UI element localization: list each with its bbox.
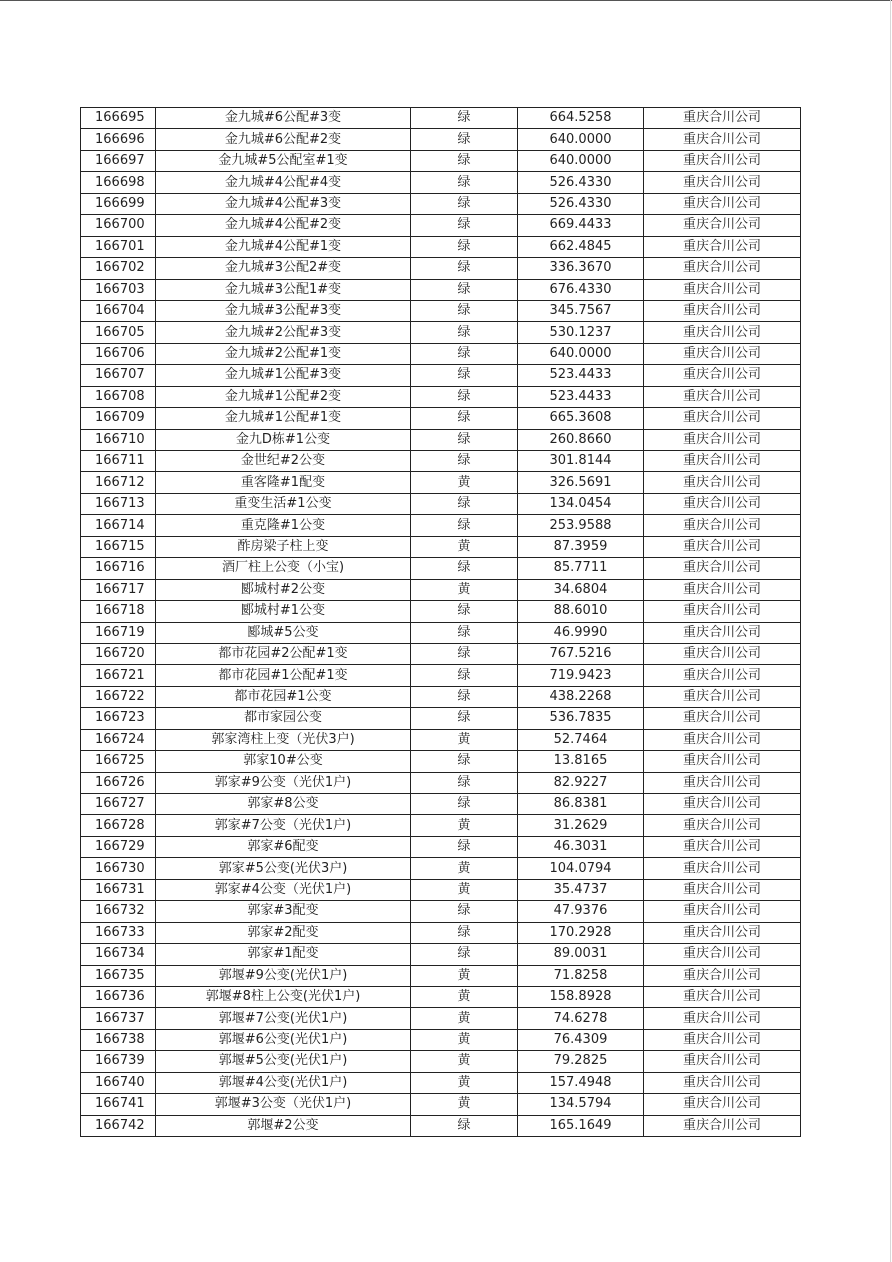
cell-company: 重庆合川公司 — [644, 836, 801, 857]
cell-name: 郾城村#2公变 — [156, 579, 411, 600]
cell-status-color: 绿 — [411, 429, 518, 450]
table-row — [81, 493, 801, 514]
cell-id: 166737 — [81, 1008, 156, 1029]
cell-value: 31.2629 — [518, 815, 644, 836]
cell-name: 金九D栋#1公变 — [156, 429, 411, 450]
cell-value: 86.8381 — [518, 794, 644, 815]
table-body — [81, 108, 801, 1137]
cell-id: 166731 — [81, 879, 156, 900]
cell-value: 134.5794 — [518, 1094, 644, 1115]
cell-value: 71.8258 — [518, 965, 644, 986]
cell-status-color: 绿 — [411, 129, 518, 150]
cell-company: 重庆合川公司 — [644, 944, 801, 965]
cell-status-color: 绿 — [411, 451, 518, 472]
cell-status-color: 黄 — [411, 472, 518, 493]
cell-value: 134.0454 — [518, 493, 644, 514]
cell-id: 166700 — [81, 215, 156, 236]
cell-id: 166734 — [81, 944, 156, 965]
cell-id: 166742 — [81, 1115, 156, 1136]
table-row — [81, 451, 801, 472]
cell-id: 166717 — [81, 579, 156, 600]
cell-name: 金九城#2公配#3变 — [156, 322, 411, 343]
cell-status-color: 绿 — [411, 643, 518, 664]
cell-value: 34.6804 — [518, 579, 644, 600]
cell-company: 重庆合川公司 — [644, 322, 801, 343]
cell-name: 金九城#1公配#1变 — [156, 408, 411, 429]
cell-id: 166712 — [81, 472, 156, 493]
cell-value: 438.2268 — [518, 686, 644, 707]
cell-id: 166726 — [81, 772, 156, 793]
cell-name: 都市花园#1公变 — [156, 686, 411, 707]
cell-company: 重庆合川公司 — [644, 922, 801, 943]
cell-status-color: 绿 — [411, 558, 518, 579]
cell-name: 郭家#6配变 — [156, 836, 411, 857]
cell-status-color: 绿 — [411, 836, 518, 857]
cell-value: 165.1649 — [518, 1115, 644, 1136]
cell-company: 重庆合川公司 — [644, 258, 801, 279]
cell-company: 重庆合川公司 — [644, 472, 801, 493]
cell-value: 523.4433 — [518, 365, 644, 386]
table-row — [81, 386, 801, 407]
cell-company: 重庆合川公司 — [644, 365, 801, 386]
cell-id: 166738 — [81, 1029, 156, 1050]
cell-company: 重庆合川公司 — [644, 665, 801, 686]
table-row — [81, 901, 801, 922]
cell-id: 166711 — [81, 451, 156, 472]
cell-company: 重庆合川公司 — [644, 879, 801, 900]
cell-name: 郭堰#2公变 — [156, 1115, 411, 1136]
cell-value: 665.3608 — [518, 408, 644, 429]
table-row — [81, 193, 801, 214]
cell-company: 重庆合川公司 — [644, 279, 801, 300]
cell-status-color: 绿 — [411, 172, 518, 193]
cell-value: 253.9588 — [518, 515, 644, 536]
cell-name: 郭堰#7公变(光伏1户) — [156, 1008, 411, 1029]
cell-name: 金九城#1公配#2变 — [156, 386, 411, 407]
cell-status-color: 绿 — [411, 108, 518, 129]
table-row — [81, 751, 801, 772]
cell-value: 523.4433 — [518, 386, 644, 407]
table-row — [81, 343, 801, 364]
cell-company: 重庆合川公司 — [644, 986, 801, 1007]
cell-status-color: 绿 — [411, 279, 518, 300]
cell-value: 640.0000 — [518, 343, 644, 364]
table-row — [81, 836, 801, 857]
cell-id: 166702 — [81, 258, 156, 279]
cell-company: 重庆合川公司 — [644, 858, 801, 879]
cell-status-color: 绿 — [411, 343, 518, 364]
cell-name: 重克隆#1公变 — [156, 515, 411, 536]
cell-company: 重庆合川公司 — [644, 686, 801, 707]
cell-name: 郭堰#5公变(光伏1户) — [156, 1051, 411, 1072]
cell-name: 金九城#5公配室#1变 — [156, 150, 411, 171]
cell-status-color: 黄 — [411, 1008, 518, 1029]
cell-id: 166701 — [81, 236, 156, 257]
cell-status-color: 绿 — [411, 408, 518, 429]
cell-name: 酒厂柱上公变（小宝) — [156, 558, 411, 579]
cell-status-color: 绿 — [411, 236, 518, 257]
cell-value: 640.0000 — [518, 129, 644, 150]
table-row — [81, 686, 801, 707]
table-row — [81, 279, 801, 300]
cell-name: 郭家#8公变 — [156, 794, 411, 815]
cell-value: 170.2928 — [518, 922, 644, 943]
cell-id: 166710 — [81, 429, 156, 450]
cell-name: 重客隆#1配变 — [156, 472, 411, 493]
cell-id: 166728 — [81, 815, 156, 836]
cell-company: 重庆合川公司 — [644, 772, 801, 793]
page-top-border — [0, 0, 892, 1]
cell-value: 336.3670 — [518, 258, 644, 279]
cell-status-color: 绿 — [411, 386, 518, 407]
cell-status-color: 绿 — [411, 751, 518, 772]
cell-status-color: 绿 — [411, 622, 518, 643]
cell-value: 158.8928 — [518, 986, 644, 1007]
cell-name: 都市花园#1公配#1变 — [156, 665, 411, 686]
cell-status-color: 黄 — [411, 536, 518, 557]
cell-name: 郭家10#公变 — [156, 751, 411, 772]
cell-company: 重庆合川公司 — [644, 193, 801, 214]
table-row — [81, 986, 801, 1007]
table-row — [81, 944, 801, 965]
table-row — [81, 365, 801, 386]
cell-id: 166740 — [81, 1072, 156, 1093]
cell-value: 664.5258 — [518, 108, 644, 129]
cell-name: 金九城#4公配#2变 — [156, 215, 411, 236]
cell-name: 金九城#3公配#3变 — [156, 300, 411, 321]
cell-id: 166721 — [81, 665, 156, 686]
table-row — [81, 558, 801, 579]
cell-name: 金九城#6公配#2变 — [156, 129, 411, 150]
cell-name: 郭家#1配变 — [156, 944, 411, 965]
cell-id: 166719 — [81, 622, 156, 643]
cell-company: 重庆合川公司 — [644, 1072, 801, 1093]
table-row — [81, 1029, 801, 1050]
cell-value: 74.6278 — [518, 1008, 644, 1029]
cell-status-color: 黄 — [411, 879, 518, 900]
cell-value: 719.9423 — [518, 665, 644, 686]
cell-name: 郭家湾柱上变（光伏3户) — [156, 729, 411, 750]
cell-name: 金九城#3公配1#变 — [156, 279, 411, 300]
table-row — [81, 665, 801, 686]
cell-status-color: 黄 — [411, 815, 518, 836]
table-row — [81, 729, 801, 750]
table-row — [81, 965, 801, 986]
cell-name: 金九城#4公配#1变 — [156, 236, 411, 257]
cell-status-color: 黄 — [411, 1051, 518, 1072]
cell-value: 526.4330 — [518, 172, 644, 193]
cell-company: 重庆合川公司 — [644, 386, 801, 407]
cell-value: 89.0031 — [518, 944, 644, 965]
cell-status-color: 绿 — [411, 944, 518, 965]
table-row — [81, 1115, 801, 1136]
table-row — [81, 1008, 801, 1029]
table-row — [81, 922, 801, 943]
cell-value: 88.6010 — [518, 601, 644, 622]
cell-value: 47.9376 — [518, 901, 644, 922]
cell-name: 重变生活#1公变 — [156, 493, 411, 514]
table-row — [81, 708, 801, 729]
cell-company: 重庆合川公司 — [644, 343, 801, 364]
cell-id: 166706 — [81, 343, 156, 364]
cell-id: 166714 — [81, 515, 156, 536]
cell-id: 166730 — [81, 858, 156, 879]
cell-id: 166716 — [81, 558, 156, 579]
cell-id: 166704 — [81, 300, 156, 321]
cell-company: 重庆合川公司 — [644, 515, 801, 536]
cell-id: 166723 — [81, 708, 156, 729]
cell-name: 金世纪#2公变 — [156, 451, 411, 472]
cell-company: 重庆合川公司 — [644, 1029, 801, 1050]
cell-status-color: 黄 — [411, 1029, 518, 1050]
cell-name: 郭堰#8柱上公变(光伏1户) — [156, 986, 411, 1007]
cell-company: 重庆合川公司 — [644, 622, 801, 643]
cell-status-color: 黄 — [411, 986, 518, 1007]
cell-name: 金九城#3公配2#变 — [156, 258, 411, 279]
table-row — [81, 536, 801, 557]
cell-value: 157.4948 — [518, 1072, 644, 1093]
cell-company: 重庆合川公司 — [644, 536, 801, 557]
cell-name: 郭堰#4公变(光伏1户) — [156, 1072, 411, 1093]
cell-id: 166720 — [81, 643, 156, 664]
cell-id: 166722 — [81, 686, 156, 707]
cell-company: 重庆合川公司 — [644, 108, 801, 129]
cell-company: 重庆合川公司 — [644, 150, 801, 171]
cell-name: 金九城#4公配#4变 — [156, 172, 411, 193]
cell-company: 重庆合川公司 — [644, 708, 801, 729]
cell-status-color: 黄 — [411, 1072, 518, 1093]
table-row — [81, 408, 801, 429]
cell-id: 166713 — [81, 493, 156, 514]
cell-id: 166725 — [81, 751, 156, 772]
cell-value: 104.0794 — [518, 858, 644, 879]
cell-name: 金九城#4公配#3变 — [156, 193, 411, 214]
cell-status-color: 绿 — [411, 258, 518, 279]
cell-company: 重庆合川公司 — [644, 408, 801, 429]
cell-company: 重庆合川公司 — [644, 429, 801, 450]
cell-company: 重庆合川公司 — [644, 579, 801, 600]
cell-name: 郭家#2配变 — [156, 922, 411, 943]
cell-id: 166727 — [81, 794, 156, 815]
cell-value: 676.4330 — [518, 279, 644, 300]
cell-id: 166707 — [81, 365, 156, 386]
cell-status-color: 黄 — [411, 579, 518, 600]
cell-id: 166736 — [81, 986, 156, 1007]
table-row — [81, 622, 801, 643]
cell-company: 重庆合川公司 — [644, 1008, 801, 1029]
cell-name: 郾城#5公变 — [156, 622, 411, 643]
cell-company: 重庆合川公司 — [644, 1051, 801, 1072]
table-row — [81, 858, 801, 879]
cell-value: 76.4309 — [518, 1029, 644, 1050]
table-row — [81, 643, 801, 664]
cell-value: 640.0000 — [518, 150, 644, 171]
cell-name: 金九城#6公配#3变 — [156, 108, 411, 129]
cell-id: 166718 — [81, 601, 156, 622]
cell-id: 166695 — [81, 108, 156, 129]
cell-status-color: 绿 — [411, 922, 518, 943]
page-right-border — [890, 0, 891, 1262]
cell-company: 重庆合川公司 — [644, 493, 801, 514]
table-row — [81, 472, 801, 493]
cell-status-color: 绿 — [411, 1115, 518, 1136]
cell-status-color: 绿 — [411, 601, 518, 622]
cell-company: 重庆合川公司 — [644, 451, 801, 472]
table-row — [81, 579, 801, 600]
cell-name: 郭家#9公变（光伏1户) — [156, 772, 411, 793]
cell-status-color: 黄 — [411, 858, 518, 879]
cell-id: 166698 — [81, 172, 156, 193]
cell-name: 金九城#1公配#3变 — [156, 365, 411, 386]
cell-company: 重庆合川公司 — [644, 1115, 801, 1136]
cell-status-color: 绿 — [411, 901, 518, 922]
table-row — [81, 772, 801, 793]
cell-company: 重庆合川公司 — [644, 815, 801, 836]
cell-value: 52.7464 — [518, 729, 644, 750]
cell-value: 669.4433 — [518, 215, 644, 236]
cell-company: 重庆合川公司 — [644, 729, 801, 750]
cell-status-color: 黄 — [411, 729, 518, 750]
cell-status-color: 绿 — [411, 665, 518, 686]
cell-id: 166739 — [81, 1051, 156, 1072]
table-row — [81, 601, 801, 622]
cell-id: 166703 — [81, 279, 156, 300]
cell-company: 重庆合川公司 — [644, 1094, 801, 1115]
cell-company: 重庆合川公司 — [644, 129, 801, 150]
cell-company: 重庆合川公司 — [644, 643, 801, 664]
cell-value: 46.3031 — [518, 836, 644, 857]
table-row — [81, 879, 801, 900]
cell-value: 79.2825 — [518, 1051, 644, 1072]
cell-name: 郭堰#3公变（光伏1户) — [156, 1094, 411, 1115]
cell-value: 85.7711 — [518, 558, 644, 579]
cell-company: 重庆合川公司 — [644, 172, 801, 193]
cell-company: 重庆合川公司 — [644, 751, 801, 772]
cell-company: 重庆合川公司 — [644, 794, 801, 815]
cell-id: 166741 — [81, 1094, 156, 1115]
cell-id: 166697 — [81, 150, 156, 171]
cell-id: 166708 — [81, 386, 156, 407]
cell-name: 郭堰#6公变(光伏1户) — [156, 1029, 411, 1050]
cell-id: 166699 — [81, 193, 156, 214]
cell-status-color: 绿 — [411, 772, 518, 793]
table-row — [81, 108, 801, 129]
cell-value: 345.7567 — [518, 300, 644, 321]
cell-name: 郭家#5公变(光伏3户) — [156, 858, 411, 879]
cell-id: 166709 — [81, 408, 156, 429]
cell-status-color: 绿 — [411, 300, 518, 321]
cell-value: 662.4845 — [518, 236, 644, 257]
cell-status-color: 黄 — [411, 1094, 518, 1115]
cell-name: 郭家#7公变（光伏1户) — [156, 815, 411, 836]
cell-status-color: 绿 — [411, 322, 518, 343]
cell-id: 166705 — [81, 322, 156, 343]
cell-status-color: 绿 — [411, 193, 518, 214]
cell-status-color: 黄 — [411, 965, 518, 986]
table-row — [81, 429, 801, 450]
cell-name: 郭家#3配变 — [156, 901, 411, 922]
cell-value: 82.9227 — [518, 772, 644, 793]
table-row — [81, 172, 801, 193]
table-row — [81, 815, 801, 836]
cell-value: 46.9990 — [518, 622, 644, 643]
cell-name: 酢房梁子柱上变 — [156, 536, 411, 557]
cell-company: 重庆合川公司 — [644, 965, 801, 986]
table-row — [81, 215, 801, 236]
cell-status-color: 绿 — [411, 150, 518, 171]
cell-id: 166732 — [81, 901, 156, 922]
transformer-table — [80, 107, 801, 1137]
cell-status-color: 绿 — [411, 493, 518, 514]
cell-value: 526.4330 — [518, 193, 644, 214]
table-row — [81, 794, 801, 815]
cell-company: 重庆合川公司 — [644, 236, 801, 257]
cell-value: 767.5216 — [518, 643, 644, 664]
cell-name: 金九城#2公配#1变 — [156, 343, 411, 364]
cell-id: 166735 — [81, 965, 156, 986]
cell-id: 166733 — [81, 922, 156, 943]
table-row — [81, 236, 801, 257]
table-row — [81, 258, 801, 279]
cell-name: 郭堰#9公变(光伏1户) — [156, 965, 411, 986]
cell-status-color: 绿 — [411, 515, 518, 536]
cell-status-color: 绿 — [411, 708, 518, 729]
cell-value: 301.8144 — [518, 451, 644, 472]
cell-id: 166696 — [81, 129, 156, 150]
cell-company: 重庆合川公司 — [644, 901, 801, 922]
cell-name: 郾城村#1公变 — [156, 601, 411, 622]
cell-company: 重庆合川公司 — [644, 558, 801, 579]
table-row — [81, 150, 801, 171]
cell-company: 重庆合川公司 — [644, 300, 801, 321]
table-row — [81, 1051, 801, 1072]
cell-id: 166715 — [81, 536, 156, 557]
table-row — [81, 129, 801, 150]
cell-value: 35.4737 — [518, 879, 644, 900]
cell-status-color: 绿 — [411, 365, 518, 386]
table-row — [81, 1094, 801, 1115]
cell-value: 13.8165 — [518, 751, 644, 772]
cell-status-color: 绿 — [411, 215, 518, 236]
cell-name: 郭家#4公变（光伏1户) — [156, 879, 411, 900]
cell-status-color: 绿 — [411, 686, 518, 707]
table-row — [81, 1072, 801, 1093]
cell-name: 都市花园#2公配#1变 — [156, 643, 411, 664]
table-row — [81, 322, 801, 343]
cell-id: 166729 — [81, 836, 156, 857]
table-row — [81, 515, 801, 536]
cell-value: 536.7835 — [518, 708, 644, 729]
cell-company: 重庆合川公司 — [644, 215, 801, 236]
cell-name: 都市家园公变 — [156, 708, 411, 729]
cell-value: 326.5691 — [518, 472, 644, 493]
cell-value: 530.1237 — [518, 322, 644, 343]
cell-status-color: 绿 — [411, 794, 518, 815]
cell-company: 重庆合川公司 — [644, 601, 801, 622]
cell-value: 260.8660 — [518, 429, 644, 450]
cell-value: 87.3959 — [518, 536, 644, 557]
table-row — [81, 300, 801, 321]
cell-id: 166724 — [81, 729, 156, 750]
